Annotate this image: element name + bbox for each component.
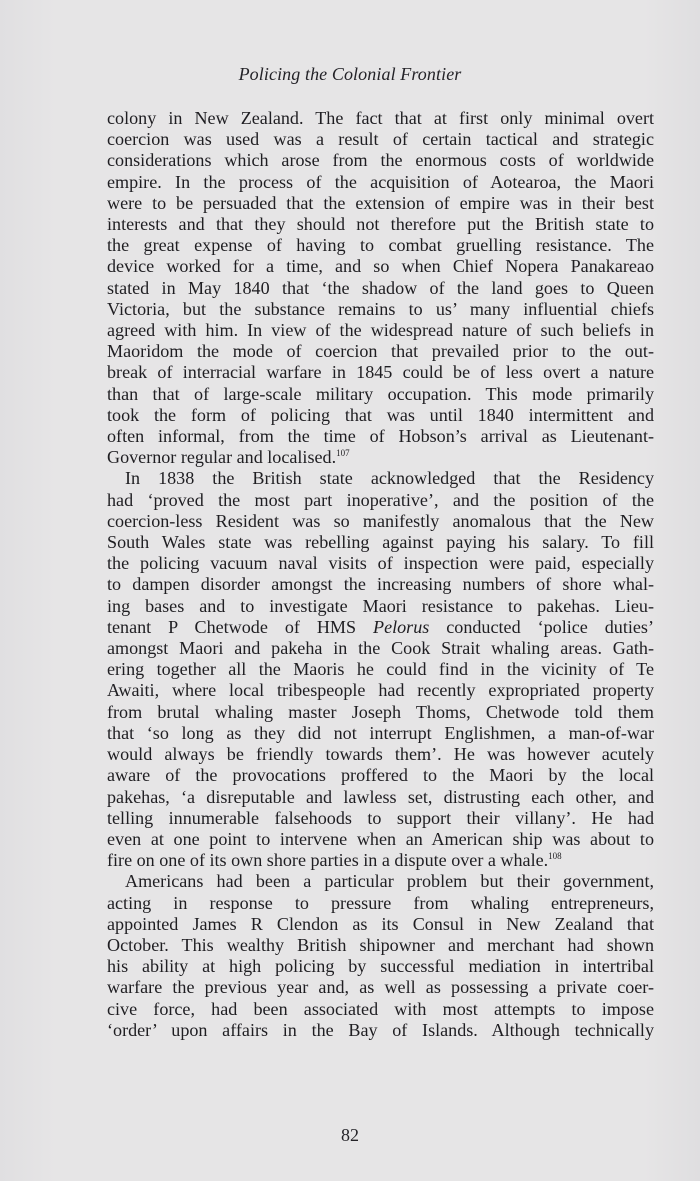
text-line: October. This wealthy British shipowner and merchant had shown: [107, 934, 654, 955]
text-line: ering together all the Maoris he could find in the vicinity of Te: [107, 659, 654, 680]
text-line: stated in May 1840 that ‘the shadow of the land goes to Queen: [107, 277, 654, 298]
footnote-marker[interactable]: 108: [548, 851, 562, 862]
text-line: considerations which arose from the enormous costs of worldwide: [107, 150, 654, 171]
text-line: amongst Maori and pakeha in the Cook Strait whaling areas. Gath-: [107, 638, 654, 659]
text-line: device worked for a time, and so when Chief Nopera Panakareao: [107, 256, 654, 277]
text-line: Victoria, but the substance remains to us’ many influential chiefs: [107, 298, 654, 319]
text-line: coercion-less Resident was so manifestly anomalous that the New: [107, 510, 654, 531]
text-line: South Wales state was rebelling against paying his salary. To fill: [107, 532, 654, 553]
text-line: ing bases and to investigate Maori resistance to pakehas. Lieu-: [107, 595, 654, 616]
text-line: that ‘so long as they did not interrupt Englishmen, a man-of-war: [107, 722, 654, 743]
text-line: colony in New Zealand. The fact that at first only minimal overt: [107, 108, 654, 128]
text-line: had ‘proved the most part inoperative’, and the position of the: [107, 489, 654, 510]
text-line: break of interracial warfare in 1845 could be of less overt a nature: [107, 362, 654, 383]
footnote-marker[interactable]: 107: [336, 448, 350, 459]
text-line: Maoridom the mode of coercion that prevailed prior to the out-: [107, 341, 654, 362]
text-line: cive force, had been associated with most attempts to impose: [107, 998, 654, 1019]
text-line: even at one point to intervene when an American ship was about to: [107, 828, 654, 849]
page-number: 82: [341, 1125, 359, 1145]
text-line: In 1838 the British state acknowledged that the Residency: [125, 468, 654, 489]
text-line: would always be friendly towards them’. He was however acutely: [107, 744, 654, 765]
text-line: the policing vacuum naval visits of inspection were paid, especially: [107, 553, 654, 574]
text-line: from brutal whaling master Joseph Thoms, Chetwode told them: [107, 701, 654, 722]
body-text: [107, 108, 654, 1041]
text-line-content: conducted ‘police duties’: [429, 616, 655, 637]
text-line: ‘order’ upon affairs in the Bay of Islands. Although technically: [107, 1019, 654, 1040]
text-line: agreed with him. In view of the widespread nature of such beliefs in: [107, 320, 654, 341]
text-line: [107, 850, 654, 871]
text-line: pakehas, ‘a disreputable and lawless set, distrusting each other, and: [107, 786, 654, 807]
text-line-content: Governor regular and localised.: [107, 447, 337, 468]
text-line: the great expense of having to combat gruelling resistance. The: [107, 235, 654, 256]
ship-name: Pelorus: [373, 616, 430, 637]
text-line: coercion was used was a result of certain tactical and strategic: [107, 129, 654, 150]
text-line: often informal, from the time of Hobson’s arrival as Lieutenant-: [107, 426, 654, 447]
text-line: [107, 447, 654, 468]
text-line: warfare the previous year and, as well as possessing a private coer-: [107, 977, 654, 998]
text-line: telling innumerable falsehoods to support their villany’. He had: [107, 807, 654, 828]
text-line: interests and that they should not therefore put the British state to: [107, 214, 654, 235]
text-line-content: fire on one of its own shore parties in a dispute over a whale.: [107, 850, 549, 871]
text-line: appointed James R Clendon as its Consul in New Zealand that: [107, 913, 654, 934]
text-line: than that of large-scale military occupation. This mode primarily: [107, 383, 654, 404]
text-line: his ability at high policing by successful mediation in intertribal: [107, 956, 654, 977]
text-line: to dampen disorder amongst the increasing numbers of shore whal-: [107, 574, 654, 595]
text-line: Americans had been a particular problem but their government,: [125, 871, 654, 892]
text-line: acting in response to pressure from whaling entrepreneurs,: [107, 892, 654, 913]
text-line: were to be persuaded that the extension of empire was in their best: [107, 192, 654, 213]
running-head: Policing the Colonial Frontier: [238, 64, 462, 84]
text-line: [107, 617, 654, 638]
text-line: aware of the provocations proffered to the Maori by the local: [107, 765, 654, 786]
text-line-content: tenant P Chetwode of HMS: [107, 616, 374, 637]
text-line: Awaiti, where local tribespeople had recently expropriated property: [107, 680, 654, 701]
text-line: empire. In the process of the acquisition of Aotearoa, the Maori: [107, 171, 654, 192]
text-line: took the form of policing that was until 1840 intermittent and: [107, 404, 654, 425]
